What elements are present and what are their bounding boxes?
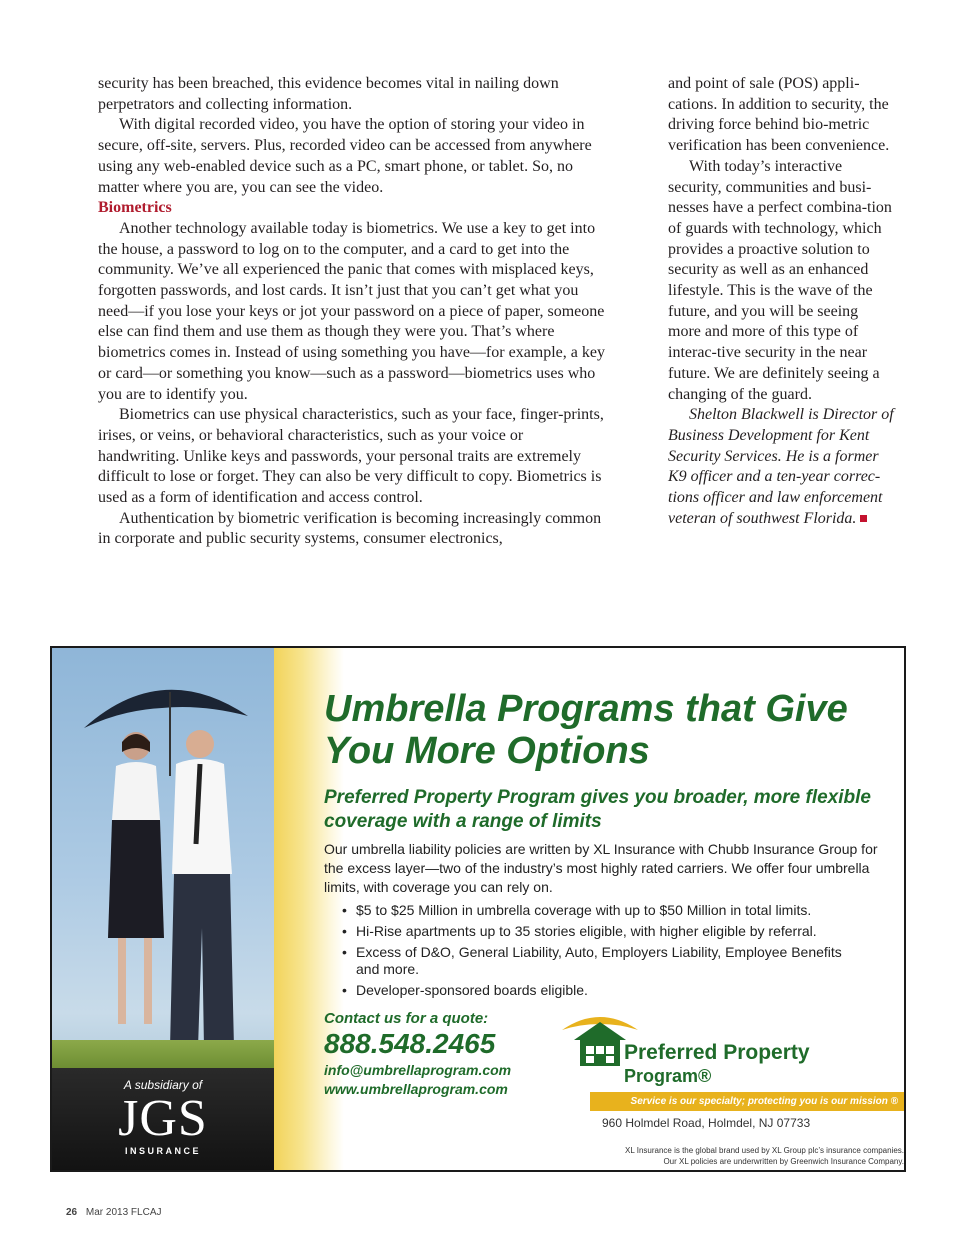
disclaimer-line: XL Insurance is the global brand used by XL Group plc’s insurance companies. (625, 1146, 904, 1155)
ad-feature-item: • Hi-Rise apartments up to 35 stories eligible, with higher eligible by referral. (342, 923, 862, 940)
author-bio-text: Shelton Blackwell is Director of Business Development for Kent Security Services. He is a former K9 officer and a ten-year correc-tions officer and law enforcement veteran of southwest Florida. (668, 406, 894, 527)
article-paragraph: Biometrics can use physical characteristics, such as your face, finger-prints, irises, or veins, or behavioral characteristics, such as your voice or handwriting. Unlike keys and passwords, your personal traits are extremely difficult to lose or forget. They can also be very difficult to copy. Biometrics is used as a form of identification and access control. (98, 406, 604, 507)
jgs-subsidiary-label: A subsidiary of (123, 1078, 203, 1092)
contact-label: Contact us for a quote: (324, 1010, 489, 1027)
ad-subhead: Preferred Property Program gives you broader, more flexible coverage with a range of limits (324, 787, 871, 832)
grass-field (52, 1040, 274, 1070)
article-paragraph: With digital recorded video, you have the option of storing your video in secure, off-site, servers. Plus, recorded video can be accessed from anywhere using any web-enabled device such as a PC, smart phone, or tablet. So, no matter where you are, you can see the video. (98, 116, 592, 196)
brand-address: 960 Holmdel Road, Holmdel, NJ 07733 (602, 1116, 811, 1130)
disclaimer-line: Our XL policies are underwritten by Greenwich Insurance Company. (663, 1157, 904, 1166)
article-paragraph: security has been breached, this evidence becomes vital in nailing down perpetrators and collecting information. (98, 75, 559, 113)
ad-disclaimer (534, 1145, 904, 1167)
brand-tagline: Service is our specialty; protecting you is our mission ® (590, 1092, 906, 1111)
ad-headline: Umbrella Programs that Give You More Options (324, 688, 848, 772)
article-paragraph: and point of sale (POS) appli-cations. In addition to security, the driving force behind bio-metric verification has been convenience. (668, 75, 890, 155)
article-left-column (98, 74, 608, 550)
article-paragraph: Another technology available today is biometrics. We use a key to get into the house, a password to log on to the computer, and a card to get into the community. We’ve all experienced the panic that comes with misplaced keys, forgotten passwords, and lost cards. It isn’t just that you can’t get what you need—if you lose your keys or jot your password on a piece of paper, someone else can find them and use them as though they were you. That’s where biometrics comes in. Instead of using something you have—for example, a key or card—or something you know—such as a password—biometrics uses who you are to identify you. (98, 219, 605, 403)
issue-label: Mar 2013 FLCAJ (85, 1207, 162, 1218)
ad-feature-item: • Developer-sponsored boards eligible. (342, 982, 862, 999)
end-of-article-mark (860, 515, 867, 522)
brand-program: Program® (624, 1066, 712, 1086)
couple-umbrella-illustration (52, 648, 274, 1068)
brand-name: Preferred Property (624, 1041, 810, 1064)
ad-feature-list (342, 902, 862, 1003)
article-paragraph: With today’s interactive security, communities and busi-nesses have a perfect combina-tion of guards with technology, which provides a proactive solution to security as well as an enhanced lifestyle. This is the wave of the future, and you will be seeing more and more of this type of interac-tive security in the near future. We are definitely seeing a changing of the guard. (668, 157, 892, 403)
page-number: 26 (66, 1207, 78, 1218)
phone-number[interactable]: 888.548.2465 (324, 1028, 496, 1059)
jgs-insurance-logo-panel (52, 1068, 274, 1172)
ad-feature-item: • $5 to $25 Million in umbrella coverage with up to $50 Million in total limits. (342, 902, 862, 919)
page-footer (66, 1207, 162, 1218)
ad-content (324, 648, 904, 1170)
author-bio (668, 405, 894, 529)
jgs-insurance-label: INSURANCE (124, 1146, 201, 1156)
section-heading-biometrics: Biometrics (98, 199, 172, 217)
article-paragraph: Authentication by biometric verification is becoming increasingly common in corporate and public security systems, consumer electronics, (98, 509, 602, 548)
ad-photo-couple-with-umbrella (52, 648, 274, 1170)
jgs-logo: JGS (118, 1090, 208, 1147)
ad-body-text: Our umbrella liability policies are written by XL Insurance with Chubb Insurance Group for the excess layer—two of the industry’s most highly rated carriers. We offer four umbrella limits, with coverage you can rely on. (324, 841, 878, 895)
ad-feature-item: • Excess of D&O, General Liability, Auto, Employers Liability, Employee Benefits and more. (342, 944, 862, 978)
umbrella-program-advertisement (50, 646, 906, 1172)
email-link[interactable]: info@umbrellaprogram.com (324, 1062, 512, 1078)
article-right-column (668, 74, 894, 529)
website-link[interactable]: www.umbrellaprogram.com (324, 1081, 508, 1097)
